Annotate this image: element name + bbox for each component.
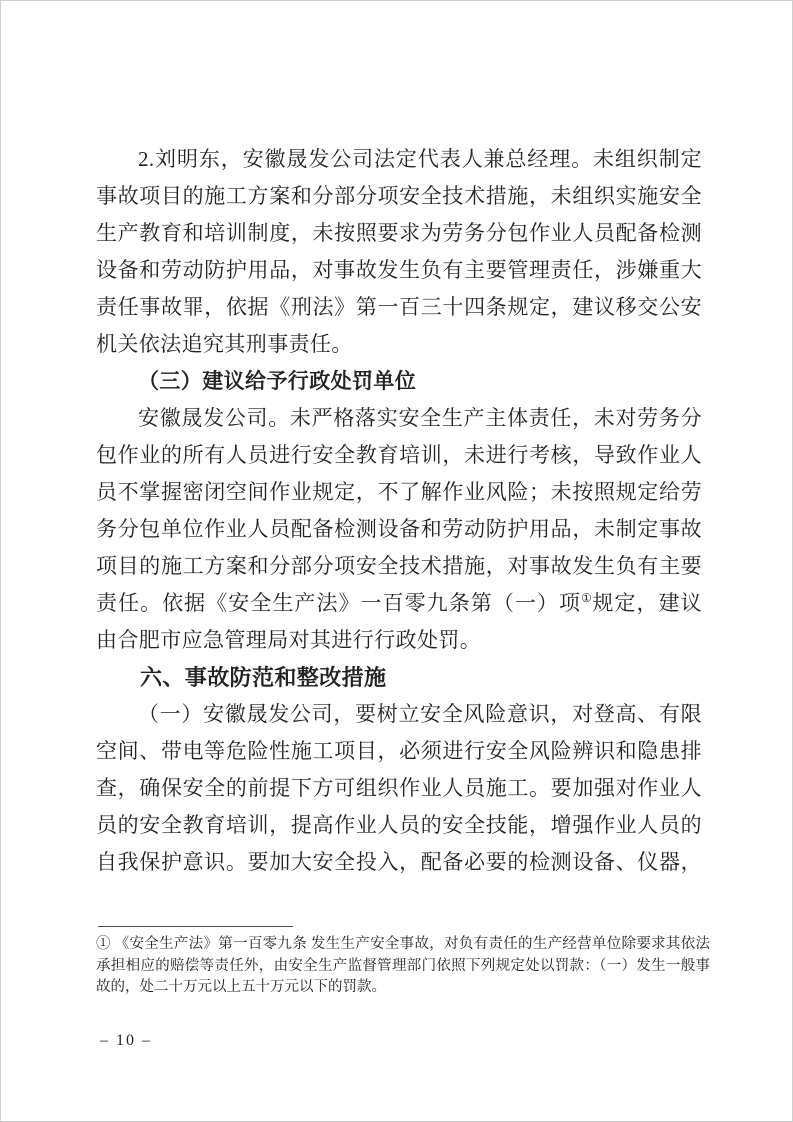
heading-administrative-penalty-unit: [96, 363, 702, 400]
text-line: 责任。依据《安全生产法》一百零九条第（一）项①规定，建议: [96, 591, 702, 615]
footnote-line: 故的，处二十万元以上五十万元以下的罚款。: [96, 979, 386, 995]
text-line: 自我保护意识。要加大安全投入，配备必要的检测设备、仪器，: [96, 850, 702, 874]
text-line: （三）建议给予行政处罚单位: [138, 369, 417, 393]
footnote-line: ① 《安全生产法》第一百零九条 发生生产安全事故，对负有责任的生产经营单位除要求其依法: [96, 936, 710, 952]
footnote-line: 承担相应的赔偿等责任外，由安全生产监督管理部门依照下列规定处以罚款：（一）发生一般事: [96, 957, 710, 974]
text-line: 包作业的所有人员进行安全教育培训，未进行考核，导致作业人: [96, 443, 702, 467]
document-body: [96, 141, 702, 881]
paragraph-company-penalty: [96, 400, 702, 659]
heading-prevention-measures: [96, 659, 702, 696]
text-line: 由合肥市应急管理局对其进行行政处罚。: [96, 628, 482, 652]
text-line: 机关依法追究其刑事责任。: [96, 332, 353, 356]
footnote-text: [96, 934, 710, 999]
text-line: 空间、带电等危险性施工项目，必须进行安全风险辨识和隐患排: [96, 739, 702, 763]
text-line: （一）安徽晟发公司，要树立安全风险意识，对登高、有限: [138, 702, 702, 726]
text-line: 安徽晟发公司。未严格落实安全生产主体责任，未对劳务分: [138, 406, 702, 430]
text-line: 员不掌握密闭空间作业规定，不了解作业风险；未按照规定给劳: [96, 480, 702, 504]
text-line: 务分包单位作业人员配备检测设备和劳动防护用品，未制定事故: [96, 517, 702, 541]
text-line: 责任事故罪，依据《刑法》第一百三十四条规定，建议移交公安: [96, 295, 702, 319]
paragraph-measure-one: [96, 696, 702, 881]
text-line: 六、事故防范和整改措施: [140, 665, 387, 690]
text-line: 2.刘明东，安徽晟发公司法定代表人兼总经理。未组织制定: [138, 147, 702, 171]
footnote-ref-marker: ①: [581, 591, 593, 605]
footnote-separator: [98, 926, 293, 927]
text-line: 项目的施工方案和分部分项安全技术措施，对事故发生负有主要: [96, 554, 702, 578]
text-line: 事故项目的施工方案和分部分项安全技术措施，未组织实施安全: [96, 184, 702, 208]
text-line: 员的安全教育培训，提高作业人员的安全技能，增强作业人员的: [96, 813, 702, 837]
page-number: – 10 –: [100, 1032, 152, 1049]
text-line: 查，确保安全的前提下方可组织作业人员施工。要加强对作业人: [96, 776, 702, 800]
text-line: 生产教育和培训制度，未按照要求为劳务分包作业人员配备检测: [96, 221, 702, 245]
text-line: 设备和劳动防护用品，对事故发生负有主要管理责任，涉嫌重大: [96, 258, 702, 282]
paragraph-liu-mingdong-liability: [96, 141, 702, 363]
